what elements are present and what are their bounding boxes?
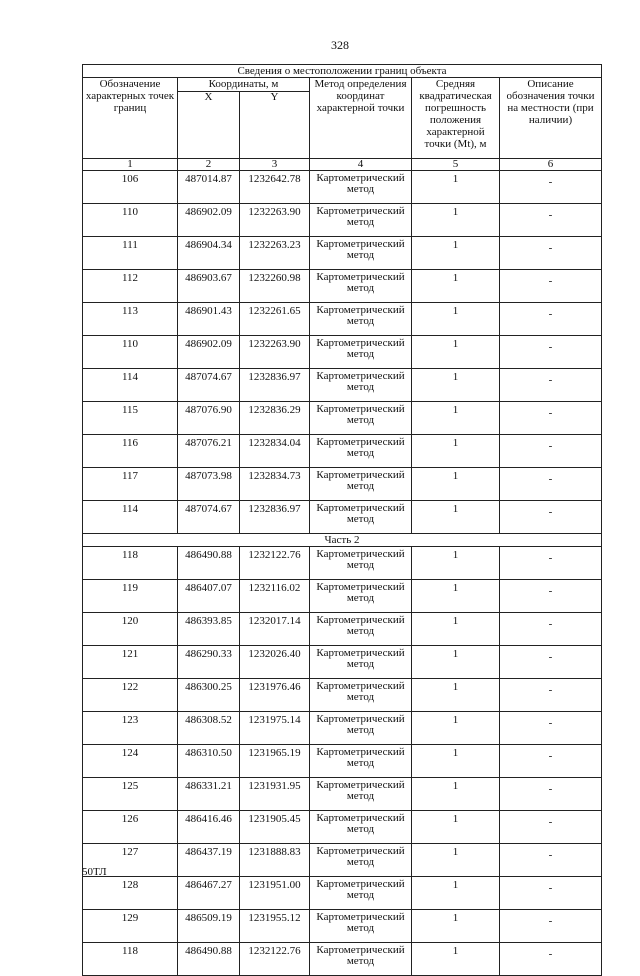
footer-code: 50ТЛ bbox=[82, 866, 107, 878]
description-cell: - bbox=[500, 745, 602, 778]
point-label: 127 bbox=[83, 844, 178, 877]
error-cell: 1 bbox=[412, 204, 500, 237]
description-cell: - bbox=[500, 369, 602, 402]
coordinate-y: 1232834.73 bbox=[240, 468, 310, 501]
point-label: 128 bbox=[83, 877, 178, 910]
coordinate-y: 1232116.02 bbox=[240, 580, 310, 613]
method-cell: Картометрический метод bbox=[310, 877, 412, 910]
description-cell: - bbox=[500, 580, 602, 613]
error-cell: 1 bbox=[412, 336, 500, 369]
point-label: 123 bbox=[83, 712, 178, 745]
error-cell: 1 bbox=[412, 547, 500, 580]
description-cell: - bbox=[500, 844, 602, 877]
header-error: Средняя квадратическая погрешность положения характерной точки (Mt), м bbox=[412, 78, 500, 159]
table-row bbox=[83, 435, 602, 468]
header-x: X bbox=[178, 92, 240, 159]
coordinate-x: 486901.43 bbox=[178, 303, 240, 336]
coordinate-y: 1231888.83 bbox=[240, 844, 310, 877]
point-label: 126 bbox=[83, 811, 178, 844]
table-row bbox=[83, 501, 602, 534]
error-cell: 1 bbox=[412, 679, 500, 712]
error-cell: 1 bbox=[412, 369, 500, 402]
method-cell: Картометрический метод bbox=[310, 844, 412, 877]
header-y: Y bbox=[240, 92, 310, 159]
description-cell: - bbox=[500, 204, 602, 237]
coordinate-x: 486416.46 bbox=[178, 811, 240, 844]
error-cell: 1 bbox=[412, 778, 500, 811]
method-cell: Картометрический метод bbox=[310, 204, 412, 237]
method-cell: Картометрический метод bbox=[310, 369, 412, 402]
point-label: 106 bbox=[83, 171, 178, 204]
method-cell: Картометрический метод bbox=[310, 910, 412, 943]
column-number: 4 bbox=[310, 159, 412, 171]
point-label: 110 bbox=[83, 336, 178, 369]
coordinate-x: 486407.07 bbox=[178, 580, 240, 613]
table-row bbox=[83, 679, 602, 712]
coordinate-x: 486290.33 bbox=[178, 646, 240, 679]
description-cell: - bbox=[500, 303, 602, 336]
table-row bbox=[83, 646, 602, 679]
table-row bbox=[83, 468, 602, 501]
coordinate-x: 487076.21 bbox=[178, 435, 240, 468]
coordinate-x: 486437.19 bbox=[178, 844, 240, 877]
description-cell: - bbox=[500, 613, 602, 646]
coordinate-y: 1231951.00 bbox=[240, 877, 310, 910]
table-row bbox=[83, 613, 602, 646]
table-row bbox=[83, 402, 602, 435]
error-cell: 1 bbox=[412, 580, 500, 613]
table-row bbox=[83, 237, 602, 270]
error-cell: 1 bbox=[412, 745, 500, 778]
error-cell: 1 bbox=[412, 712, 500, 745]
description-cell: - bbox=[500, 237, 602, 270]
error-cell: 1 bbox=[412, 811, 500, 844]
coordinate-x: 487073.98 bbox=[178, 468, 240, 501]
point-label: 118 bbox=[83, 547, 178, 580]
point-label: 110 bbox=[83, 204, 178, 237]
coordinate-x: 486300.25 bbox=[178, 679, 240, 712]
description-cell: - bbox=[500, 501, 602, 534]
error-cell: 1 bbox=[412, 171, 500, 204]
error-cell: 1 bbox=[412, 435, 500, 468]
point-label: 120 bbox=[83, 613, 178, 646]
coordinate-x: 486902.09 bbox=[178, 204, 240, 237]
coordinate-x: 486393.85 bbox=[178, 613, 240, 646]
table-title: Сведения о местоположении границ объекта bbox=[83, 65, 602, 78]
column-number: 5 bbox=[412, 159, 500, 171]
method-cell: Картометрический метод bbox=[310, 171, 412, 204]
table-row bbox=[83, 547, 602, 580]
method-cell: Картометрический метод bbox=[310, 402, 412, 435]
description-cell: - bbox=[500, 468, 602, 501]
error-cell: 1 bbox=[412, 402, 500, 435]
point-label: 117 bbox=[83, 468, 178, 501]
method-cell: Картометрический метод bbox=[310, 468, 412, 501]
coordinate-y: 1232263.90 bbox=[240, 336, 310, 369]
coordinate-x: 486904.34 bbox=[178, 237, 240, 270]
method-cell: Картометрический метод bbox=[310, 270, 412, 303]
point-label: 121 bbox=[83, 646, 178, 679]
coordinate-x: 486308.52 bbox=[178, 712, 240, 745]
point-label: 119 bbox=[83, 580, 178, 613]
description-cell: - bbox=[500, 811, 602, 844]
coordinate-x: 486490.88 bbox=[178, 547, 240, 580]
error-cell: 1 bbox=[412, 646, 500, 679]
description-cell: - bbox=[500, 646, 602, 679]
part-divider-row bbox=[83, 534, 602, 547]
coordinate-y: 1231975.14 bbox=[240, 712, 310, 745]
table-row bbox=[83, 811, 602, 844]
coordinate-y: 1231955.12 bbox=[240, 910, 310, 943]
table-row bbox=[83, 369, 602, 402]
coordinate-x: 487014.87 bbox=[178, 171, 240, 204]
coordinate-y: 1232642.78 bbox=[240, 171, 310, 204]
method-cell: Картометрический метод bbox=[310, 501, 412, 534]
error-cell: 1 bbox=[412, 303, 500, 336]
coordinate-x: 486509.19 bbox=[178, 910, 240, 943]
coordinate-y: 1231976.46 bbox=[240, 679, 310, 712]
description-cell: - bbox=[500, 270, 602, 303]
error-cell: 1 bbox=[412, 613, 500, 646]
coordinate-x: 486331.21 bbox=[178, 778, 240, 811]
method-cell: Картометрический метод bbox=[310, 613, 412, 646]
coordinate-y: 1231905.45 bbox=[240, 811, 310, 844]
table-row bbox=[83, 778, 602, 811]
method-cell: Картометрический метод bbox=[310, 745, 412, 778]
boundary-coordinates-table bbox=[82, 64, 602, 976]
part-label: Часть 2 bbox=[83, 534, 602, 547]
coordinate-x: 486903.67 bbox=[178, 270, 240, 303]
table-row bbox=[83, 303, 602, 336]
coordinate-y: 1232263.23 bbox=[240, 237, 310, 270]
coordinate-x: 486467.27 bbox=[178, 877, 240, 910]
header-coordinates: Координаты, м bbox=[178, 78, 310, 92]
error-cell: 1 bbox=[412, 943, 500, 976]
table-row bbox=[83, 877, 602, 910]
table-row bbox=[83, 712, 602, 745]
method-cell: Картометрический метод bbox=[310, 712, 412, 745]
point-label: 125 bbox=[83, 778, 178, 811]
description-cell: - bbox=[500, 877, 602, 910]
coordinate-y: 1231931.95 bbox=[240, 778, 310, 811]
coordinate-y: 1232026.40 bbox=[240, 646, 310, 679]
coordinate-y: 1232836.97 bbox=[240, 501, 310, 534]
coordinate-y: 1232834.04 bbox=[240, 435, 310, 468]
description-cell: - bbox=[500, 712, 602, 745]
description-cell: - bbox=[500, 910, 602, 943]
method-cell: Картометрический метод bbox=[310, 580, 412, 613]
coordinate-y: 1232017.14 bbox=[240, 613, 310, 646]
table-row bbox=[83, 270, 602, 303]
header-description: Описание обозначения точки на местности (при наличии) bbox=[500, 78, 602, 159]
coordinate-x: 487074.67 bbox=[178, 501, 240, 534]
table-row bbox=[83, 336, 602, 369]
coordinate-y: 1232122.76 bbox=[240, 943, 310, 976]
column-numbers-row bbox=[83, 159, 602, 171]
table-row bbox=[83, 580, 602, 613]
method-cell: Картометрический метод bbox=[310, 547, 412, 580]
method-cell: Картометрический метод bbox=[310, 778, 412, 811]
error-cell: 1 bbox=[412, 501, 500, 534]
coordinate-x: 487074.67 bbox=[178, 369, 240, 402]
coordinate-y: 1232260.98 bbox=[240, 270, 310, 303]
error-cell: 1 bbox=[412, 270, 500, 303]
point-label: 124 bbox=[83, 745, 178, 778]
coordinate-y: 1232836.97 bbox=[240, 369, 310, 402]
method-cell: Картометрический метод bbox=[310, 943, 412, 976]
method-cell: Картометрический метод bbox=[310, 811, 412, 844]
column-number: 3 bbox=[240, 159, 310, 171]
coordinate-x: 487076.90 bbox=[178, 402, 240, 435]
table-row bbox=[83, 910, 602, 943]
method-cell: Картометрический метод bbox=[310, 646, 412, 679]
method-cell: Картометрический метод bbox=[310, 679, 412, 712]
point-label: 122 bbox=[83, 679, 178, 712]
table-row bbox=[83, 844, 602, 877]
point-label: 111 bbox=[83, 237, 178, 270]
point-label: 129 bbox=[83, 910, 178, 943]
method-cell: Картометрический метод bbox=[310, 435, 412, 468]
coordinate-y: 1231965.19 bbox=[240, 745, 310, 778]
coordinate-y: 1232261.65 bbox=[240, 303, 310, 336]
description-cell: - bbox=[500, 402, 602, 435]
table-row bbox=[83, 171, 602, 204]
table-row bbox=[83, 204, 602, 237]
method-cell: Картометрический метод bbox=[310, 336, 412, 369]
point-label: 114 bbox=[83, 369, 178, 402]
error-cell: 1 bbox=[412, 468, 500, 501]
description-cell: - bbox=[500, 679, 602, 712]
error-cell: 1 bbox=[412, 844, 500, 877]
error-cell: 1 bbox=[412, 237, 500, 270]
column-number: 2 bbox=[178, 159, 240, 171]
description-cell: - bbox=[500, 943, 602, 976]
coordinate-x: 486310.50 bbox=[178, 745, 240, 778]
header-point: Обозначение характерных точек границ bbox=[83, 78, 178, 159]
table-row bbox=[83, 745, 602, 778]
description-cell: - bbox=[500, 171, 602, 204]
description-cell: - bbox=[500, 547, 602, 580]
coordinate-x: 486902.09 bbox=[178, 336, 240, 369]
error-cell: 1 bbox=[412, 910, 500, 943]
point-label: 114 bbox=[83, 501, 178, 534]
description-cell: - bbox=[500, 336, 602, 369]
method-cell: Картометрический метод bbox=[310, 303, 412, 336]
error-cell: 1 bbox=[412, 877, 500, 910]
point-label: 113 bbox=[83, 303, 178, 336]
coordinate-y: 1232836.29 bbox=[240, 402, 310, 435]
point-label: 112 bbox=[83, 270, 178, 303]
description-cell: - bbox=[500, 778, 602, 811]
page-number: 328 bbox=[331, 38, 349, 52]
method-cell: Картометрический метод bbox=[310, 237, 412, 270]
point-label: 115 bbox=[83, 402, 178, 435]
description-cell: - bbox=[500, 435, 602, 468]
column-number: 6 bbox=[500, 159, 602, 171]
coordinate-y: 1232122.76 bbox=[240, 547, 310, 580]
header-method: Метод определения координат характерной точки bbox=[310, 78, 412, 159]
point-label: 116 bbox=[83, 435, 178, 468]
table-row bbox=[83, 943, 602, 976]
point-label: 118 bbox=[83, 943, 178, 976]
coordinate-y: 1232263.90 bbox=[240, 204, 310, 237]
column-number: 1 bbox=[83, 159, 178, 171]
coordinate-x: 486490.88 bbox=[178, 943, 240, 976]
